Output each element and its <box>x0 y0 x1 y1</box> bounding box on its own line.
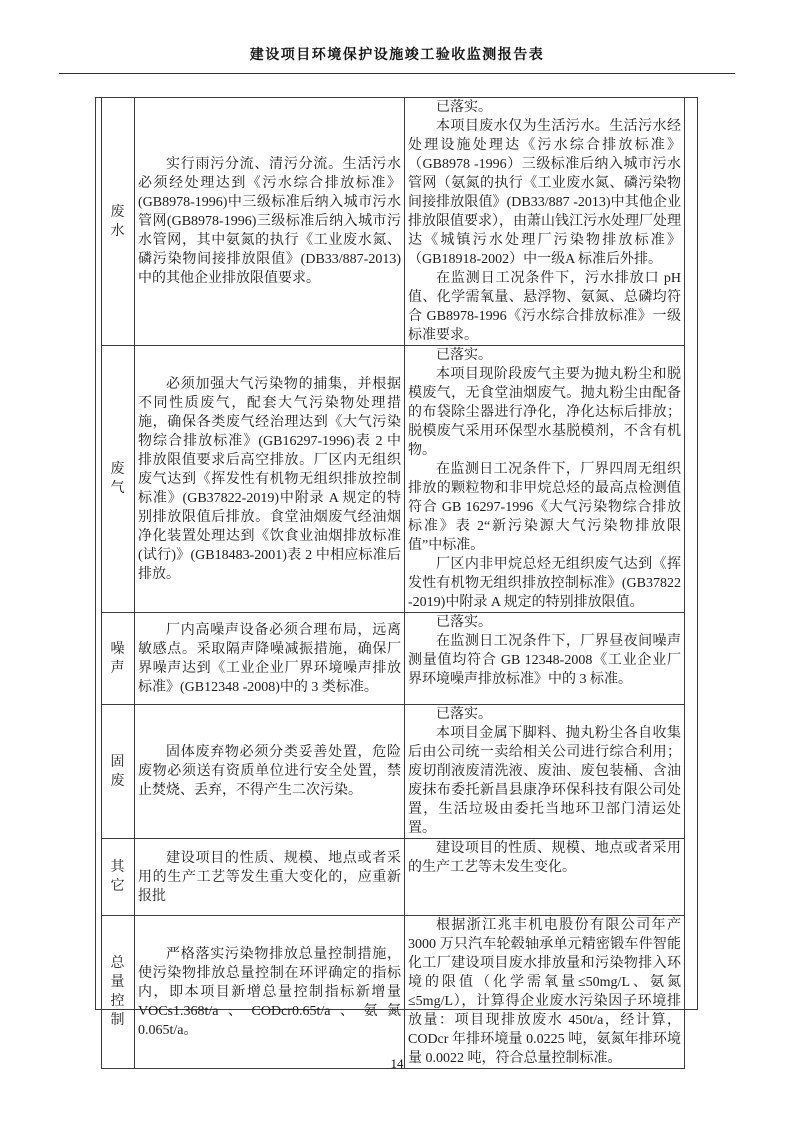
page-title: 建设项目环境保护设施竣工验收监测报告表 <box>249 48 545 63</box>
paragraph: 已落实。 <box>436 615 492 630</box>
page-number: 14 <box>390 1056 404 1071</box>
total-control-status-cell <box>405 916 685 1069</box>
acceptance-monitoring-table <box>101 98 685 1069</box>
paragraph: 已落实。 <box>436 707 492 722</box>
paragraph: 建设项目的性质、规模、地点或者采用的生产工艺等发生重大变化的，应重新报批 <box>138 850 401 904</box>
paragraph: 严格落实污染物排放总量控制措施，使污染物排放总量控制在环评确定的指标内，即本项目新增总量控制指标新增量VOCs1.368t/a、CODcr0.65t/a、氨氮 0.065t/a。 <box>138 946 401 1038</box>
row-label-other: 其它 <box>102 839 135 916</box>
document-footer <box>0 1056 794 1072</box>
table-row-noise <box>102 613 685 705</box>
paragraph: 实行雨污分流、清污分流。生活污水必须经处理达到《污水综合排放标准》(GB8978-1996)中三级标准后纳入城市污水管网(GB8978-1996)三级标准后纳入城市污水管网，其中氨氮的执行《工业废水氮、磷污染物间接排放限值》(DB33/887-2013)中的其他企业排放限值要求。 <box>138 157 401 286</box>
total-control-requirement-cell <box>135 916 405 1069</box>
row-label-total-control: 总量控制 <box>102 916 135 1069</box>
paragraph: 本项目废水仅为生活污水。生活污水经处理设施处理达《污水综合排放标准》（GB8978 -1996）三级标准后纳入城市污水管网（氨氮的执行《工业废水氮、磷污染物间接排放限值》(DB33/887 -2013)中其他企业排放限值要求），由萧山钱江污水处理厂处理达《城镇污水处理厂污染物排放标准》（GB18918-2002）中一级A 标准后外排。 <box>408 119 681 267</box>
paragraph: 在监测日工况条件下，厂界四周无组织排放的颗粒物和非甲烷总烃的最高点检测值符合 GB 16297-1996《大气污染物综合排放标准》表 2“新污染源大气污染物排放限值”中标准。 <box>408 462 681 553</box>
other-requirement-cell <box>135 839 405 916</box>
noise-requirement-cell <box>135 613 405 705</box>
row-label-noise: 噪声 <box>102 613 135 705</box>
table-row-waste-gas <box>102 346 685 613</box>
noise-status-cell <box>405 613 685 705</box>
solid-waste-status-cell <box>405 705 685 839</box>
table-row-solid-waste <box>102 705 685 839</box>
table-row-other <box>102 839 685 916</box>
paragraph: 本项目金属下脚料、抛丸粉尘各自收集后由公司统一卖给相关公司进行综合利用；废切削液废清洗液、废油、废包装桶、含油废抹布委托新昌县康净环保科技有限公司处置，生活垃圾由委托当地环卫部门清运处置。 <box>408 726 681 836</box>
other-status-cell <box>405 839 685 916</box>
table-row-total-control <box>102 916 685 1069</box>
wastewater-requirement-cell <box>135 98 405 346</box>
waste-gas-requirement-cell <box>135 346 405 613</box>
table-row-wastewater <box>102 98 685 346</box>
row-label-solid-waste: 固废 <box>102 705 135 839</box>
paragraph: 厂区内非甲烷总烃无组织废气达到《挥发性有机物无组织排放控制标准》(GB37822 -2019)中附录 A 规定的特别排放限值。 <box>408 557 681 610</box>
solid-waste-requirement-cell <box>135 705 405 839</box>
paragraph: 建设项目的性质、规模、地点或者采用的生产工艺等未发生变化。 <box>408 841 681 875</box>
paragraph: 固体废弃物必须分类妥善处置，危险废物必须送有资质单位进行安全处置，禁止焚烧、丢弃，不得产生二次污染。 <box>138 745 401 798</box>
row-label-wastewater: 废水 <box>102 98 135 346</box>
paragraph: 必须加强大气污染物的捕集，并根据不同性质废气，配套大气污染物处理措施，确保各类废气经治理达到《大气污染物综合排放标准》(GB16297-1996)表 2 中排放限值要求后高空排放。厂区内无组织废气达到《挥发性有机物无组织排放控制标准》(GB37822-2019)中附录 A 规定的特别排放限值后排放。食堂油烟废气经油烟净化装置处理达到《饮食业油烟排放标准(试行)》(GB18483-2001)表 2 中相应标准后排放。 <box>138 376 401 582</box>
paragraph: 本项目现阶段废气主要为抛丸粉尘和脱模废气，无食堂油烟废气。抛丸粉尘由配备的布袋除尘器进行净化，净化达标后排放；脱模废气采用环保型水基脱模剂，不含有机物。 <box>408 367 681 458</box>
wastewater-status-cell <box>405 98 685 346</box>
paragraph: 在监测日工况条件下，污水排放口 pH 值、化学需氧量、悬浮物、氨氮、总磷均符合 GB8978-1996《污水综合排放标准》一级标准要求。 <box>408 271 681 343</box>
document-header <box>59 44 735 74</box>
paragraph: 已落实。 <box>436 348 492 363</box>
row-label-waste-gas: 废气 <box>102 346 135 613</box>
waste-gas-status-cell <box>405 346 685 613</box>
paragraph: 在监测日工况条件下，厂界昼夜间噪声测量值均符合 GB 12348-2008《工业企业厂界环境噪声排放标准》中的 3 标准。 <box>408 634 681 687</box>
paragraph: 已落实。 <box>436 100 492 115</box>
paragraph: 根据浙江兆丰机电股份有限公司年产 3000 万只汽车轮毂轴承单元精密锻车件智能化工厂建设项目废水排放量和污染物排入环境的限值（化学需氧量≤50mg/L、氨氮≤5mg/L），计算得企业废水污染因子环境排放量：项目现排放废水 450t/a，经计算，CODcr 年排环境量 0.0225 吨，氨氮年排环境量 0.0022 吨，符合总量控制标准。 <box>408 918 681 1066</box>
paragraph: 厂内高噪声设备必须合理布局，远离敏感点。采取隔声降噪减振措施，确保厂界噪声达到《工业企业厂界环境噪声排放标准》(GB12348 -2008)中的 3 类标准。 <box>138 622 401 695</box>
